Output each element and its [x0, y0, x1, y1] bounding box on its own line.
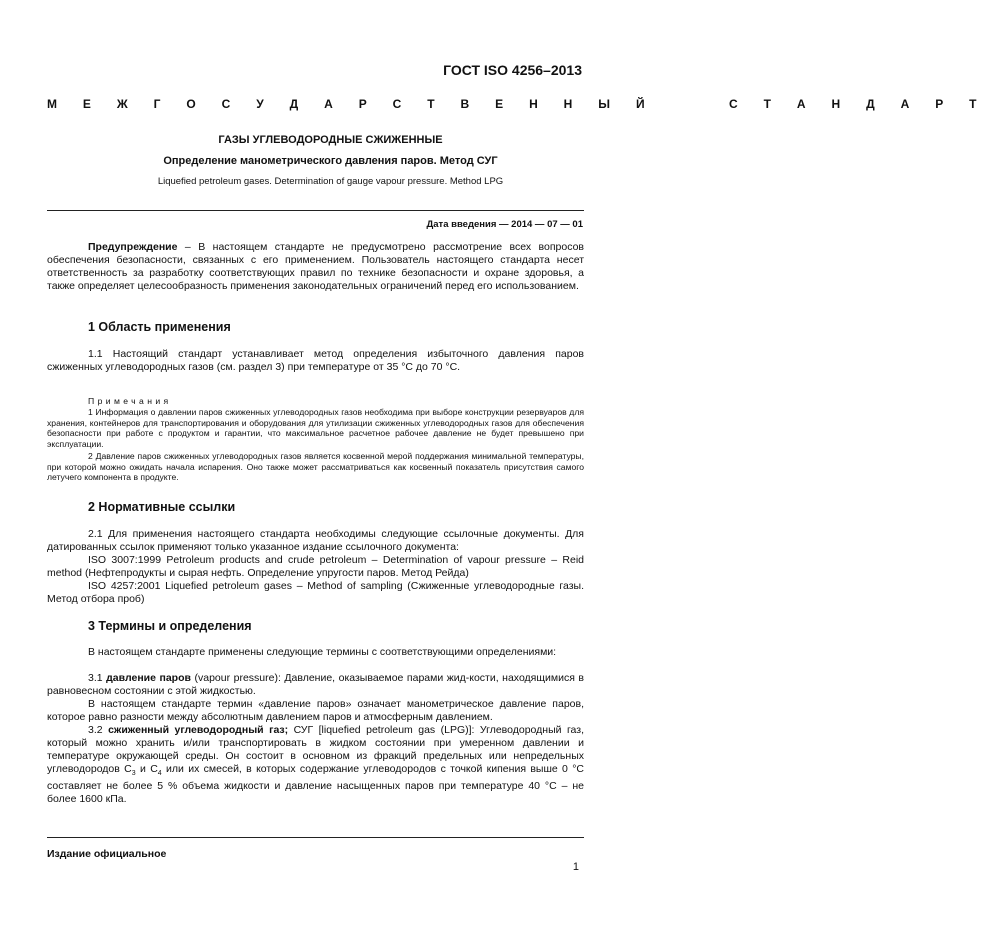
term-3-1-term: давление паров: [106, 672, 191, 684]
title-divider: [47, 210, 584, 211]
section-1-heading: 1 Область применения: [88, 320, 231, 334]
document-title-english: Liquefied petroleum gases. Determination of gauge vapour pressure. Method LPG: [157, 176, 504, 187]
document-subtitle: Определение манометрического давления паров. Метод СУГ: [163, 155, 498, 167]
term-3-2: [47, 724, 584, 806]
term-3-2-definition-a: СУГ [liquefied petroleum gas (LPG)]: Углеводородный газ, который можно хранить и/или транспортировать в жидком состоянии при умеренном давлении и температуре окружающей среды. Он состоит в основном из фракций предельных или непредельных углеводородов С: [47, 724, 585, 775]
reference-iso-4257: ISO 4257:2001 Liquefied petroleum gases – Method of sampling (Сжиженные углеводородные газы. Метод отбора проб): [47, 580, 584, 605]
document-title: ГАЗЫ УГЛЕВОДОРОДНЫЕ СЖИЖЕННЫЕ: [218, 134, 443, 146]
term-3-1-note: В настоящем стандарте термин «давление паров» означает манометрическое давление паров, которое равно разности между абсолютным давлением паров и атмосферным давлением.: [47, 698, 584, 723]
official-edition-label: Издание официальное: [47, 848, 167, 860]
term-3-2-number: 3.2: [88, 724, 109, 736]
term-3-1-definition: (vapour pressure): Давление, оказываемое парами жид-кости, находящимися в равновесном состоянии с этой жидкостью.: [47, 672, 584, 697]
notes-label: Примечания: [88, 396, 172, 406]
term-3-2-term: сжиженный углеводородный газ;: [108, 724, 289, 736]
term-3-1: [47, 672, 584, 698]
section-1-1-paragraph: 1.1 Настоящий стандарт устанавливает метод определения избыточного давления паров сжиженных углеводородных газов (см. раздел 3) при температуре от 35 °С до 70 °С.: [47, 348, 584, 373]
interstate-standard-label: М Е Ж Г О С У Д А Р С Т В Е Н Н Ы Й С Т А Н Д А Р Т: [47, 97, 988, 111]
term-3-2-definition-b: или их смесей, в которых содержание углеводородов с точкой кипения выше 0 °С составляет не более 5 % объема жидкости и давление насыщенных паров при температуре 40 °С – не более 1600 кПа.: [47, 763, 585, 806]
term-3-2-and: и С: [135, 763, 158, 775]
footer-divider: [47, 837, 584, 838]
reference-iso-3007: ISO 3007:1999 Petroleum products and crude petroleum – Determination of vapour pressure – Reid method (Нефтепродукты и сырая нефть. Определение упругости паров. Метод Рейда): [47, 554, 584, 579]
subscript-3: 3: [131, 770, 136, 778]
section-2-1-paragraph: 2.1 Для применения настоящего стандарта необходимы следующие ссылочные документы. Для датированных ссылок применяют только указанное издание ссылочного документа:: [47, 528, 584, 553]
section-3-intro: В настоящем стандарте применены следующие термины с соответствующими определениями:: [88, 646, 557, 658]
standard-code: ГОСТ ISO 4256–2013: [443, 62, 582, 78]
subscript-4: 4: [157, 770, 162, 778]
note-1: 1 Информация о давлении паров сжиженных углеводородных газов необходима при выборе конструкции резервуаров для хранения, контейнеров для транспортирования и оборудования для утилизации сжиженных углеводородных газов для обеспечения безопасности при работе с продуктом и гарантии, что максимальное расчетное рабочее давление не будет превышено при эксплуатации.: [47, 407, 584, 449]
warning-paragraph: [47, 241, 584, 293]
term-3-1-number: 3.1: [88, 672, 107, 684]
page-number: 1: [572, 861, 579, 873]
warning-text: – В настоящем стандарте не предусмотрено рассмотрение всех вопросов обеспечения безопасности, связанных с его применением. Пользователь настоящего стандарта несет ответственность за разработку соответствующих правил по технике безопасности и охране здоровья, а также определяет целесообразность применения законодательных ограничений перед его использованием.: [47, 241, 584, 292]
note-2: 2 Давление паров сжиженных углеводородных газов является косвенной мерой поддержания минимальной температуры, при которой можно ожидать начала испарения. Оно также может рассматриваться как косвенный показатель присутствия самого летучего компонента в продукте.: [47, 451, 584, 483]
warning-label: Предупреждение: [88, 241, 178, 253]
section-3-heading: 3 Термины и определения: [88, 619, 252, 633]
introduction-date: Дата введения — 2014 — 07 — 01: [426, 219, 583, 230]
section-2-heading: 2 Нормативные ссылки: [88, 500, 236, 514]
